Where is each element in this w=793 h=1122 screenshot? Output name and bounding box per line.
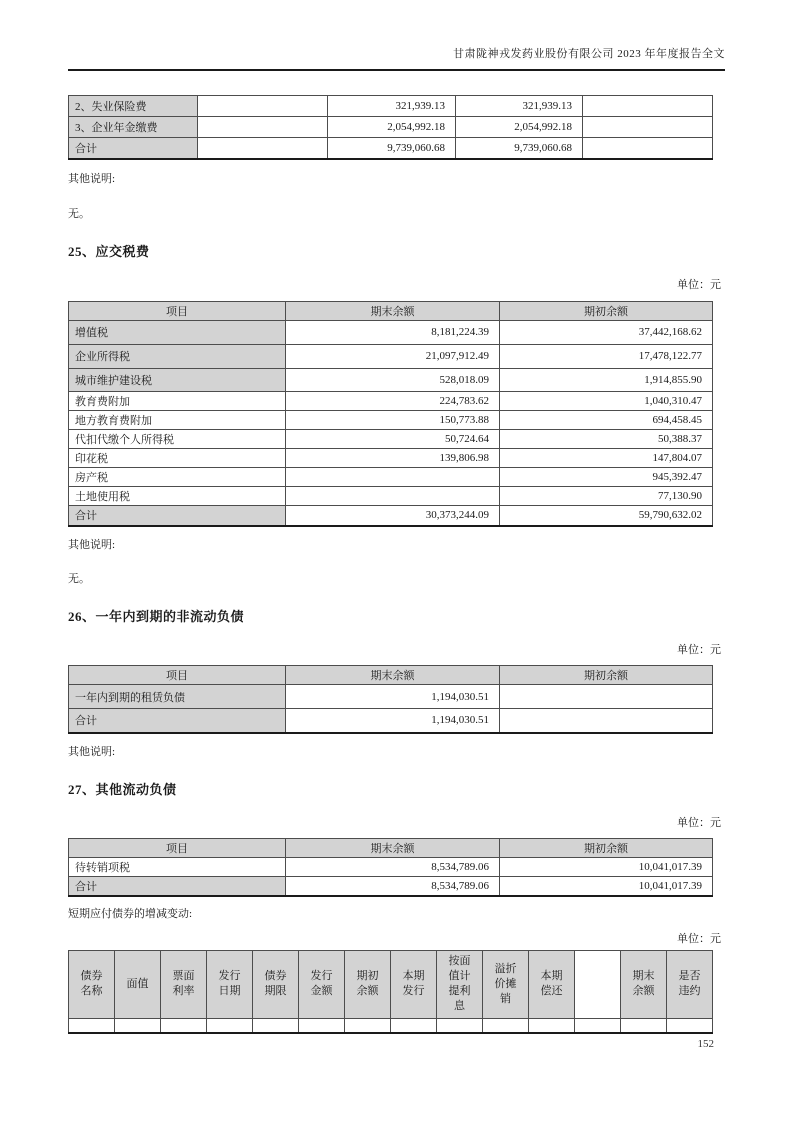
section-26-title: 26、一年内到期的非流动负债 — [68, 609, 245, 624]
table-row-total — [69, 709, 713, 733]
beginning-balance-cell: 1,914,855.90 — [500, 368, 713, 391]
beginning-balance-cell: 37,442,168.62 — [500, 320, 713, 344]
none-text: 无。 — [68, 207, 90, 220]
table-row — [69, 320, 713, 344]
ending-balance-cell: 224,783.62 — [286, 391, 500, 410]
item-cell: 一年内到期的租赁负债 — [69, 685, 286, 709]
empty-cell — [437, 1018, 483, 1033]
column-header-premium-amortization: 溢折价摊销 — [483, 950, 529, 1018]
column-header-ending: 期末余额 — [286, 838, 500, 857]
table-row-total — [69, 505, 713, 526]
item-cell: 教育费附加 — [69, 391, 286, 410]
other-note-label: 其他说明: — [68, 172, 116, 185]
item-cell: 增值税 — [69, 320, 286, 344]
empty-cell — [483, 1018, 529, 1033]
other-note-label: 其他说明: — [68, 745, 116, 758]
ending-balance-cell — [286, 486, 500, 505]
column-header-item: 项目 — [69, 838, 286, 857]
table-row-empty — [69, 1018, 713, 1033]
ending-balance-cell: 1,194,030.51 — [286, 685, 500, 709]
beginning-balance-cell: 17,478,122.77 — [500, 344, 713, 368]
beginning-balance-cell: 9,739,060.68 — [456, 138, 583, 159]
empty-cell — [529, 1018, 575, 1033]
empty-cell — [198, 117, 328, 138]
column-header-ending: 期末余额 — [286, 666, 500, 685]
column-header-ending: 期末余额 — [286, 301, 500, 320]
total-label-cell: 合计 — [69, 709, 286, 733]
section-25-title: 25、应交税费 — [68, 243, 150, 259]
none-text: 无。 — [68, 573, 90, 585]
beginning-balance-cell — [500, 709, 713, 733]
column-header-beginning: 期初余额 — [500, 838, 713, 857]
item-cell: 代扣代缴个人所得税 — [69, 429, 286, 448]
column-header-beginning: 期初余额 — [500, 301, 713, 320]
empty-cell — [299, 1018, 345, 1033]
beginning-balance-cell: 147,804.07 — [500, 448, 713, 467]
table-row — [69, 117, 713, 138]
beginning-balance-cell: 77,130.90 — [500, 486, 713, 505]
empty-cell — [583, 138, 713, 159]
empty-cell — [115, 1018, 161, 1033]
item-cell: 地方教育费附加 — [69, 410, 286, 429]
item-cell: 待转销项税 — [69, 857, 286, 876]
table-row — [69, 429, 713, 448]
table-header-row — [69, 950, 713, 1018]
ending-balance-cell — [286, 467, 500, 486]
header-divider — [68, 69, 725, 71]
table-row-total — [69, 138, 713, 159]
ending-balance-cell: 321,939.13 — [328, 96, 456, 117]
noncurrent-liabilities-due-table — [68, 665, 713, 734]
table-header-row — [69, 838, 713, 857]
empty-cell — [69, 1018, 115, 1033]
column-header-current-issue: 本期发行 — [391, 950, 437, 1018]
beginning-balance-cell — [500, 685, 713, 709]
column-header-beginning: 期初余额 — [500, 666, 713, 685]
ending-balance-cell: 8,181,224.39 — [286, 320, 500, 344]
section-27-title: 27、其他流动负债 — [68, 781, 177, 797]
table-row — [69, 96, 713, 117]
table-row — [69, 685, 713, 709]
item-cell: 城市维护建设税 — [69, 368, 286, 391]
beginning-balance-cell: 694,458.45 — [500, 410, 713, 429]
item-cell: 企业所得税 — [69, 344, 286, 368]
total-label-cell: 合计 — [69, 138, 198, 159]
column-header-blank — [575, 950, 621, 1018]
table-row-total — [69, 876, 713, 896]
ending-balance-cell: 1,194,030.51 — [286, 709, 500, 733]
table-row — [69, 368, 713, 391]
column-header-issue-date: 发行日期 — [207, 950, 253, 1018]
beginning-balance-cell: 10,041,017.39 — [500, 857, 713, 876]
empty-cell — [207, 1018, 253, 1033]
column-header-interest-at-face: 按面值计提利息 — [437, 950, 483, 1018]
beginning-balance-cell: 2,054,992.18 — [456, 117, 583, 138]
ending-balance-cell: 30,373,244.09 — [286, 505, 500, 526]
ending-balance-cell: 9,739,060.68 — [328, 138, 456, 159]
beginning-balance-cell: 50,388.37 — [500, 429, 713, 448]
unit-label: 单位：元 — [677, 278, 721, 291]
beginning-balance-cell: 59,790,632.02 — [500, 505, 713, 526]
item-cell: 3、企业年金缴费 — [69, 117, 198, 138]
beginning-balance-cell: 1,040,310.47 — [500, 391, 713, 410]
item-cell: 土地使用税 — [69, 486, 286, 505]
column-header-bond-term: 债券期限 — [253, 950, 299, 1018]
ending-balance-cell: 21,097,912.49 — [286, 344, 500, 368]
column-header-face-value: 面值 — [115, 950, 161, 1018]
table-row — [69, 467, 713, 486]
empty-cell — [667, 1018, 713, 1033]
column-header-item: 项目 — [69, 301, 286, 320]
unit-label: 单位：元 — [677, 932, 721, 945]
item-cell: 印花税 — [69, 448, 286, 467]
unit-label: 单位：元 — [677, 816, 721, 829]
column-header-coupon-rate: 票面利率 — [161, 950, 207, 1018]
table-header-row — [69, 666, 713, 685]
ending-balance-cell: 8,534,789.06 — [286, 876, 500, 896]
beginning-balance-cell: 10,041,017.39 — [500, 876, 713, 896]
column-header-bond-name: 债券名称 — [69, 950, 115, 1018]
page-number: 152 — [697, 1038, 714, 1050]
table-row — [69, 857, 713, 876]
beginning-balance-cell: 321,939.13 — [456, 96, 583, 117]
empty-cell — [583, 117, 713, 138]
bond-change-note: 短期应付债券的增减变动: — [68, 907, 193, 920]
page-content — [68, 0, 725, 1034]
taxes-payable-table — [68, 301, 713, 528]
table-row — [69, 344, 713, 368]
column-header-beginning-balance: 期初余额 — [345, 950, 391, 1018]
unit-label: 单位：元 — [677, 644, 721, 656]
item-cell: 2、失业保险费 — [69, 96, 198, 117]
ending-balance-cell: 139,806.98 — [286, 448, 500, 467]
column-header-ending-balance: 期末余额 — [621, 950, 667, 1018]
table-row — [69, 448, 713, 467]
short-term-bonds-table — [68, 950, 713, 1035]
total-label-cell: 合计 — [69, 876, 286, 896]
column-header-issue-amount: 发行金额 — [299, 950, 345, 1018]
item-cell: 房产税 — [69, 467, 286, 486]
empty-cell — [621, 1018, 667, 1033]
table-row — [69, 410, 713, 429]
ending-balance-cell: 150,773.88 — [286, 410, 500, 429]
other-note-label: 其他说明: — [68, 539, 116, 551]
ending-balance-cell: 528,018.09 — [286, 368, 500, 391]
empty-cell — [253, 1018, 299, 1033]
ending-balance-cell: 50,724.64 — [286, 429, 500, 448]
empty-cell — [575, 1018, 621, 1033]
column-header-current-repayment: 本期偿还 — [529, 950, 575, 1018]
table-row — [69, 391, 713, 410]
table-row — [69, 486, 713, 505]
beginning-balance-cell: 945,392.47 — [500, 467, 713, 486]
document-header-title: 甘肃陇神戎发药业股份有限公司 2023 年年度报告全文 — [453, 48, 725, 60]
empty-cell — [198, 138, 328, 159]
other-current-liabilities-table — [68, 838, 713, 897]
empty-cell — [198, 96, 328, 117]
social-insurance-table — [68, 95, 713, 160]
empty-cell — [391, 1018, 437, 1033]
ending-balance-cell: 8,534,789.06 — [286, 857, 500, 876]
empty-cell — [161, 1018, 207, 1033]
column-header-item: 项目 — [69, 666, 286, 685]
total-label-cell: 合计 — [69, 505, 286, 526]
table-header-row — [69, 301, 713, 320]
ending-balance-cell: 2,054,992.18 — [328, 117, 456, 138]
empty-cell — [345, 1018, 391, 1033]
empty-cell — [583, 96, 713, 117]
column-header-default: 是否违约 — [667, 950, 713, 1018]
